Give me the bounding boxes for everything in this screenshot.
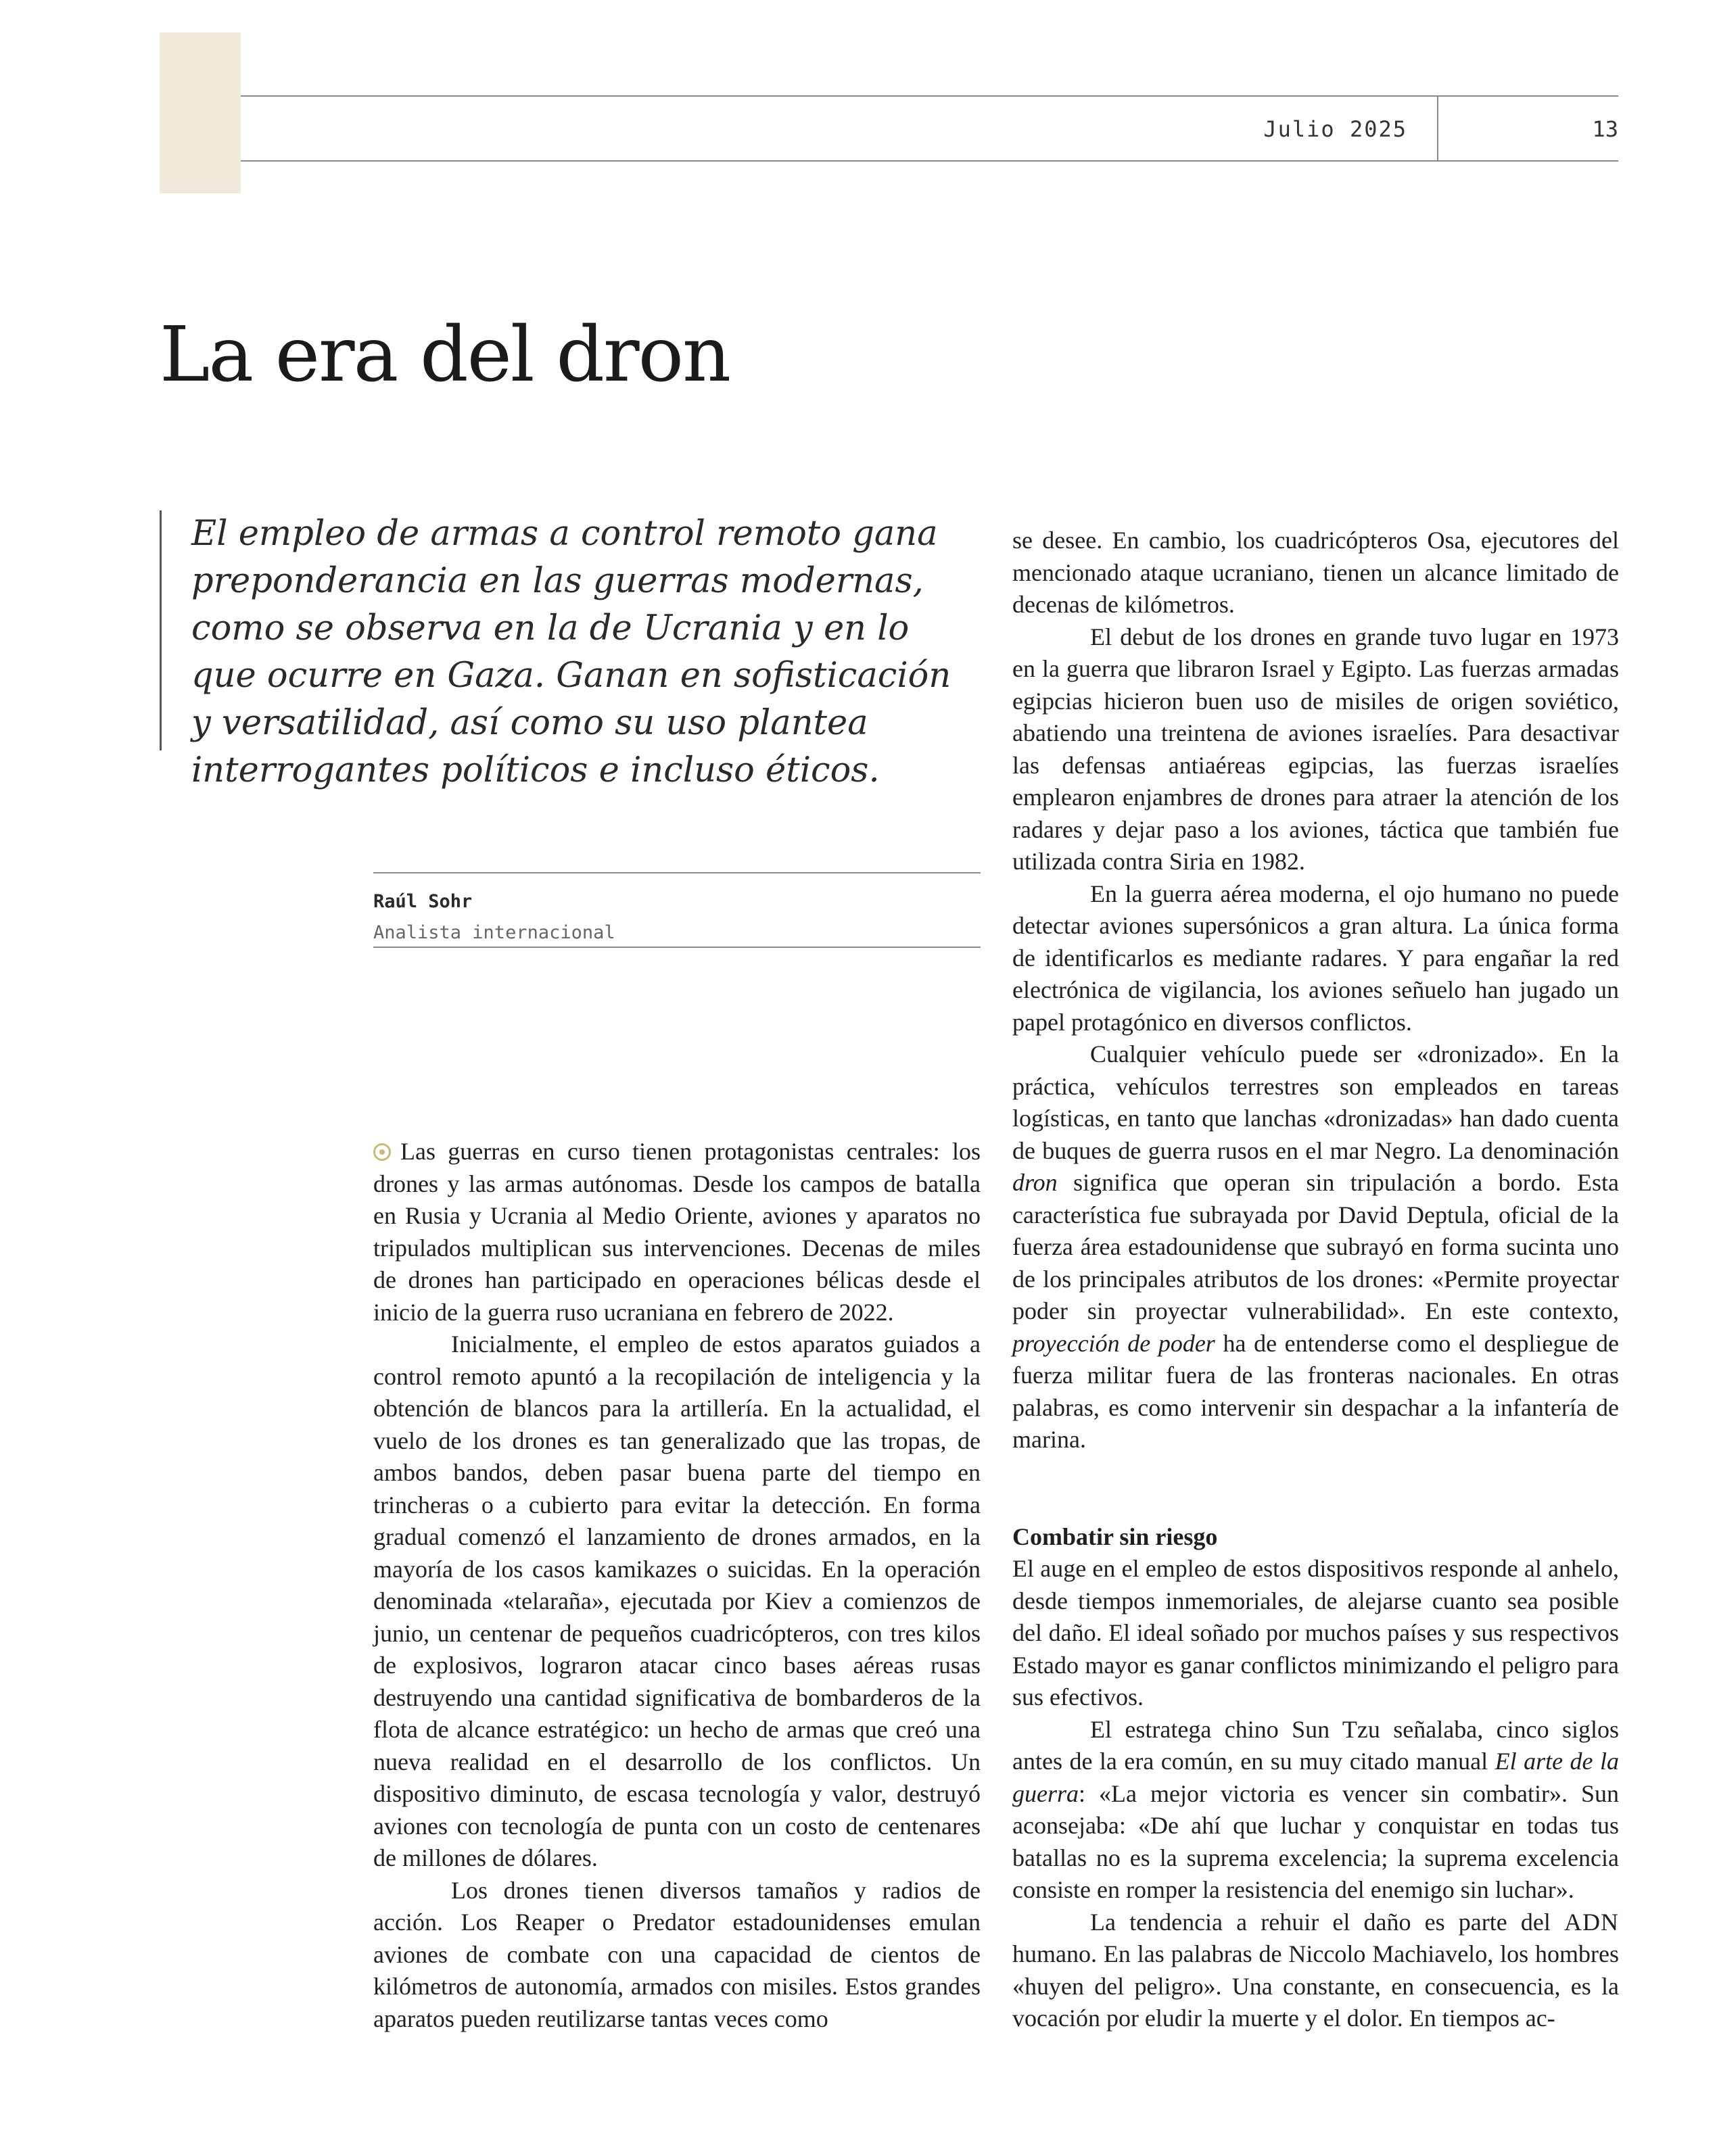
- paragraph-text: Las guerras en curso tienen protagonistas centrales: los drones y las armas autónomas. Desde los campos de batalla en Rusia y Ucrania al Medio Oriente, aviones y aparatos no tripulados multiplican sus intervenciones. Decenas de miles de drones han participado en operaciones bélicas desde el inicio de la guerra ruso ucraniana en febrero de 2022.: [373, 1138, 981, 1326]
- paragraph-text: : «La mejor victoria es vencer sin combatir». Sun aconsejaba: «De ahí que luchar y conquistar en todas tus batallas no es la suprema excelencia; la suprema excelencia consiste en romper la resistencia del enemigo sin luchar».: [1012, 1779, 1619, 1903]
- book-title: El arte de la guerra: [1012, 1748, 1620, 1807]
- paragraph: [1012, 1714, 1619, 1907]
- body-column-right: [1012, 525, 1619, 2035]
- header-divider: [1437, 95, 1438, 162]
- paragraph: En la guerra aérea moderna, el ojo humano no puede detectar aviones supersónicos a gran altura. La única forma de identificarlos es mediante radares. Y para engañar la red electrónica de vigilancia, los aviones señuelo han jugado un papel protagónico en diversos conflictos.: [1012, 880, 1619, 1036]
- paragraph: El debut de los drones en grande tuvo lugar en 1973 en la guerra que libraron Israel y Egipto. Las fuerzas armadas egipcias hicieron buen uso de misiles de origen soviético, abatiendo una treintena de aviones israelíes. Para desactivar las defensas antiaéreas egipcias, las fuerzas israelíes emplearon enjambres de drones para atraer la atención de los radares y dejar paso a los aviones, táctica que también fue utilizada contra Siria en 1982.: [1012, 623, 1619, 875]
- acronym: ADN: [1564, 1908, 1619, 1936]
- ornament-icon: [373, 1143, 391, 1161]
- byline: [373, 872, 981, 948]
- paragraph: Los drones tienen diversos tamaños y radios de acción. Los Reaper o Predator estadounidenses emulan aviones de combate con una capacidad de cientos de kilómetros de autonomía, armados con misiles. Estos grandes aparatos pueden reutilizarse tantas veces como: [373, 1876, 981, 2032]
- paragraph-text: ha de entenderse como el despliegue de fuerza militar fuera de las fronteras nacionales. En otras palabras, es como intervenir sin despachar a la infantería de marina.: [1012, 1329, 1619, 1453]
- paragraph-text: La tendencia a rehuir el daño es parte del: [1090, 1908, 1564, 1936]
- paragraph-text: significa que operan sin tripulación a bordo. Esta característica fue subrayada por David Deptula, oficial de la fuerza área estadounidense que subrayó en forma sucinta uno de los principales atributos de los drones: «Permite proyectar poder sin proyectar vulnerabilidad». En este contexto,: [1012, 1169, 1619, 1324]
- header-rule-bottom: [241, 160, 1618, 162]
- issue-date: Julio 2025: [1263, 116, 1407, 142]
- paragraph: [1012, 1038, 1619, 1456]
- body-column-left: [373, 1136, 981, 2035]
- article-title: La era del dron: [160, 311, 730, 399]
- article-lede: [160, 510, 971, 790]
- paragraph-text: El estratega chino Sun Tzu señalaba, cinco siglos antes de la era común, en su muy citado manual: [1012, 1715, 1619, 1775]
- paragraph-text: humano. En las palabras de Niccolo Machiavelo, los hombres «huyen del peligro». Una constante, en consecuencia, es la vocación por eludir la muerte y el dolor. En tiempos ac-: [1012, 1940, 1619, 2032]
- paragraph: [1012, 1907, 1619, 2035]
- author-role: Analista internacional: [373, 922, 615, 943]
- page-number: 13: [1592, 116, 1618, 142]
- paragraph: Inicialmente, el empleo de estos aparatos guiados a control remoto apuntó a la recopilación de inteligencia y la obtención de blancos para la artillería. En la actualidad, el vuelo de los drones es tan generalizado que las tropas, de ambos bandos, deben pasar buena parte del tiempo en trincheras o a cubierto para evitar la detección. En forma gradual comenzó el lanzamiento de drones armados, en la mayoría de los casos kamikazes o suicidas. En la operación denominada «telaraña», ejecutada por Kiev a comienzos de junio, un centenar de pequeños cuadricópteros, con tres kilos de explosivos, lograron atacar cinco bases aéreas rusas destruyendo una cantidad significativa de bombarderos de la flota de alcance estratégico: un hecho de armas que creó una nueva realidad en el desarrollo de los conflictos. Un dispositivo diminuto, de escasa tecnología y valor, destruyó aviones con tecnología de punta con un costo de centenares de millones de dólares.: [373, 1331, 981, 1871]
- paragraph: El auge en el empleo de estos dispositivos responde al anhelo, desde tiempos inmemoriales, de alejarse cuanto sea posible del daño. El ideal soñado por muchos países y sus respectivos Estado mayor es ganar conflictos minimizando el peligro para sus efectivos.: [1012, 1555, 1619, 1710]
- paragraph: se desee. En cambio, los cuadricópteros Osa, ejecutores del mencionado ataque ucraniano, tienen un alcance limitado de decenas de kilómetros.: [1012, 527, 1619, 618]
- lede-text: El empleo de armas a control remoto gana preponderancia en las guerras modernas, como se observa en la de Ucrania y en lo que ocurre en Gaza. Ganan en sofisticación y versatilidad, así como su uso plantea interrogantes políticos e incluso éticos.: [191, 514, 951, 790]
- emphasis: proyección de poder: [1012, 1329, 1215, 1357]
- author-name: Raúl Sohr: [373, 891, 473, 912]
- section-subhead: Combatir sin riesgo: [1012, 1523, 1218, 1550]
- emphasis: dron: [1012, 1169, 1058, 1196]
- paragraph: [373, 1136, 981, 1328]
- header-rule-top: [241, 95, 1618, 97]
- page-corner-tab: [160, 32, 241, 193]
- paragraph-text: Cualquier vehículo puede ser «dronizado». En la práctica, vehículos terrestres son empleados en tareas logísticas, en tanto que lanchas «dronizadas» han dado cuenta de buques de guerra rusos en el mar Negro. La denominación: [1012, 1040, 1619, 1164]
